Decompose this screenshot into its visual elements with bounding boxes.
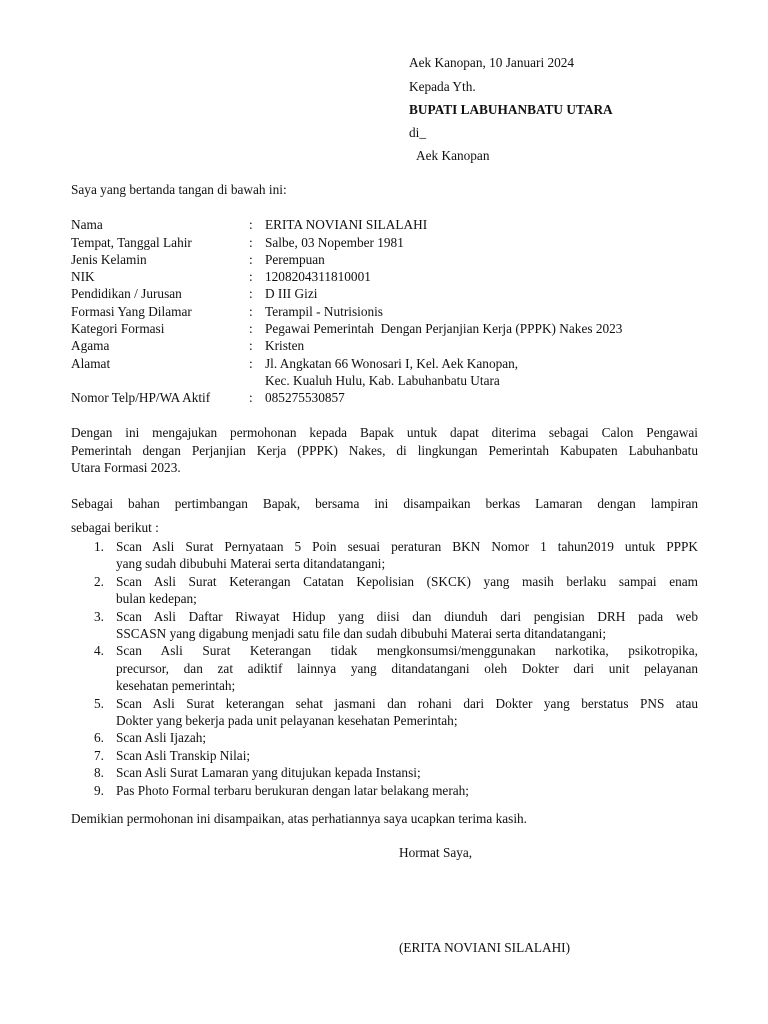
signature-name: (ERITA NOVIANI SILALAHI) <box>399 940 571 955</box>
list-item <box>71 608 698 643</box>
identity-label: Pendidikan / Jurusan <box>71 286 182 301</box>
identity-label: Nama <box>71 217 103 232</box>
identity-value: ERITA NOVIANI SILALAHI <box>265 217 428 232</box>
identity-value: Terampil - Nutrisionis <box>265 304 383 319</box>
list-item-number: 7. <box>94 747 104 763</box>
list-item <box>71 573 698 608</box>
recipient-city: Aek Kanopan <box>416 148 490 163</box>
list-item-number: 5. <box>94 695 104 711</box>
list-item-text: Scan Asli Ijazah; <box>116 730 207 746</box>
list-item-number: 2. <box>94 573 104 589</box>
intro-text: Saya yang bertanda tangan di bawah ini: <box>71 182 287 197</box>
attachments-list <box>71 538 698 799</box>
identity-label: Formasi Yang Dilamar <box>71 304 192 319</box>
identity-colon: : <box>249 269 253 284</box>
list-item-text: Scan Asli Surat Pernyataan 5 Poin sesuai peraturan BKN Nomor 1 tahun2019 untuk PPPK <box>116 539 698 554</box>
identity-value: Salbe, 03 Nopember 1981 <box>265 235 404 250</box>
identity-colon: : <box>249 390 253 405</box>
list-item-text: SSCASN yang digabung menjadi satu file dan sudah dibubuhi Materai serta ditandatangani; <box>116 626 607 642</box>
identity-value: D III Gizi <box>265 286 318 301</box>
identity-colon: : <box>249 252 253 267</box>
list-item <box>71 642 698 694</box>
addressee-line: Kepada Yth. <box>409 79 476 94</box>
place-date: Aek Kanopan, 10 Januari 2024 <box>409 55 575 70</box>
list-item-text: Scan Asli Surat Lamaran yang ditujukan kepada Instansi; <box>116 765 421 781</box>
list-item <box>71 747 698 764</box>
list-item <box>71 729 698 746</box>
list-item-text: kesehatan pemerintah; <box>116 678 236 694</box>
identity-colon: : <box>249 356 253 371</box>
list-item-text: Dokter yang bekerja pada unit pelayanan kesehatan Pemerintah; <box>116 713 458 729</box>
request-paragraph <box>71 424 698 477</box>
paragraph-line: Pemerintah dengan Perjanjian Kerja (PPPK) Nakes, di lingkungan Pemerintah Kabupaten Labuhanbatu <box>71 442 698 458</box>
paragraph-line: Dengan ini mengajukan permohonan kepada Bapak untuk dapat diterima sebagai Calon Pengawai <box>71 425 698 440</box>
identity-colon: : <box>249 217 253 232</box>
identity-colon: : <box>249 235 253 250</box>
identity-colon: : <box>249 338 253 353</box>
identity-value: Perempuan <box>265 252 325 267</box>
identity-value: Pegawai Pemerintah Dengan Perjanjian Kerja (PPPK) Nakes 2023 <box>265 321 623 336</box>
list-item-number: 8. <box>94 765 104 781</box>
identity-value: 1208204311810001 <box>265 269 371 284</box>
identity-value: Jl. Angkatan 66 Wonosari I, Kel. Aek Kanopan, <box>265 356 519 371</box>
identity-value: Kristen <box>265 338 305 353</box>
recipient-di: di_ <box>409 125 426 140</box>
list-item <box>71 782 698 799</box>
list-item-number: 3. <box>94 608 104 624</box>
list-item-text: Scan Asli Surat Keterangan tidak mengkonsumsi/menggunakan narkotika, psikotropika, <box>116 643 698 659</box>
recipient-title: BUPATI LABUHANBATU UTARA <box>409 102 613 117</box>
identity-value: 085275530857 <box>265 390 345 405</box>
signoff: Hormat Saya, <box>399 845 473 860</box>
list-item <box>71 695 698 730</box>
list-item-text: Pas Photo Formal terbaru berukuran dengan latar belakang merah; <box>116 782 469 798</box>
identity-value-line2: Kec. Kualuh Hulu, Kab. Labuhanbatu Utara <box>265 373 500 388</box>
identity-label: Alamat <box>71 356 111 371</box>
paragraph-line: Utara Formasi 2023. <box>71 460 181 475</box>
identity-colon: : <box>249 304 253 319</box>
list-item-number: 1. <box>94 539 104 554</box>
list-item-number: 9. <box>94 782 104 798</box>
identity-label: Tempat, Tanggal Lahir <box>71 235 192 250</box>
identity-label: Agama <box>71 338 110 353</box>
list-item <box>71 764 698 781</box>
attachments-intro <box>71 492 698 540</box>
list-item <box>71 538 698 573</box>
list-item-text: Scan Asli Daftar Riwayat Hidup yang diisi dan diunduh dari pengisian DRH pada web <box>116 608 698 624</box>
list-item-text: precursor, dan zat adiktif lainnya yang ditandatangani oleh Dokter dari unit pelayanan <box>116 660 698 676</box>
list-item-text: Scan Asli Surat Keterangan Catatan Kepolisian (SKCK) yang masih berlaku sampai enam <box>116 573 698 589</box>
identity-colon: : <box>249 321 253 336</box>
paragraph-line: sebagai berikut : <box>71 520 159 535</box>
identity-label: Kategori Formasi <box>71 321 165 336</box>
list-item-text: Scan Asli Surat keterangan sehat jasmani dan rohani dari Dokter yang berstatus PNS atau <box>116 695 698 711</box>
paragraph-line: Sebagai bahan pertimbangan Bapak, bersama ini disampaikan berkas Lamaran dengan lampiran <box>71 496 698 511</box>
identity-label: Jenis Kelamin <box>71 252 147 267</box>
closing-text: Demikian permohonan ini disampaikan, atas perhatiannya saya ucapkan terima kasih. <box>71 811 528 826</box>
list-item-number: 6. <box>94 730 104 746</box>
list-item-text: bulan kedepan; <box>116 591 197 607</box>
identity-colon: : <box>249 286 253 301</box>
list-item-number: 4. <box>94 643 104 659</box>
list-item-text: Scan Asli Transkip Nilai; <box>116 747 251 763</box>
identity-label: Nomor Telp/HP/WA Aktif <box>71 390 211 405</box>
list-item-text: yang sudah dibubuhi Materai serta ditandatangani; <box>116 556 386 572</box>
identity-label: NIK <box>71 269 95 284</box>
